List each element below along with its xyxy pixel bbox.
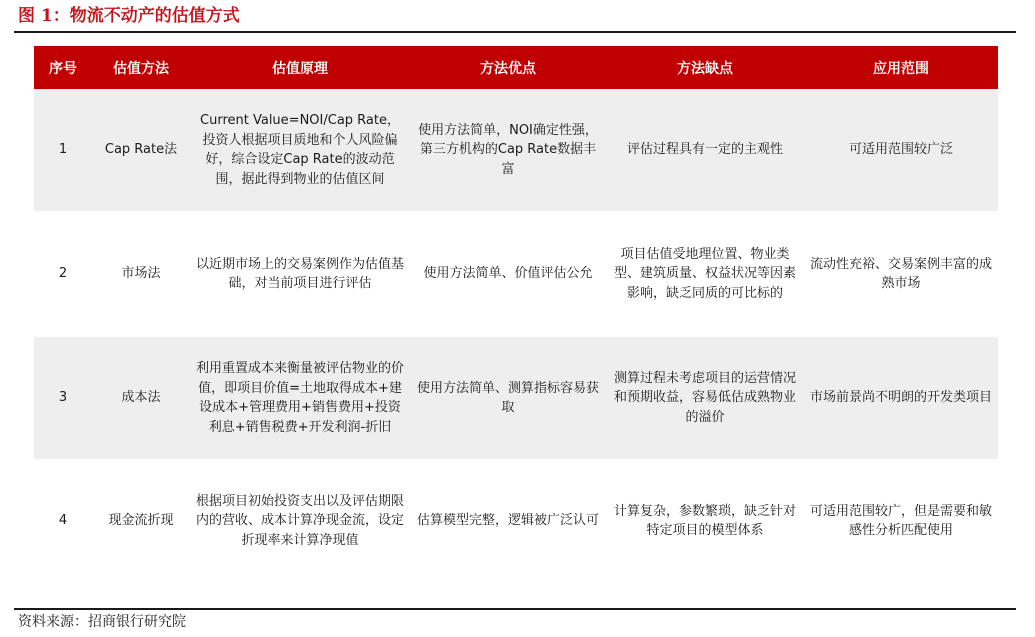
table-cell: 使用方法简单，NOI确定性强，第三方机构的Cap Rate数据丰富 (410, 89, 606, 211)
table-cell: 市场前景尚不明朗的开发类项目 (804, 337, 998, 459)
table-cell: 可适用范围较广泛 (804, 89, 998, 211)
header-cell: 估值方法 (92, 46, 190, 89)
table-cell: 项目估值受地理位置、物业类型、建筑质量、权益状况等因素影响，缺乏同质的可比标的 (613, 246, 796, 301)
table-cell: 使用方法简单、价值评估公允 (423, 266, 593, 282)
table-cell: Current Value=NOI/Cap Rate，投资人根据项目质地和个人风险偏好，综合设定Cap Rate的波动范围，据此得到物业的估值区间 (190, 89, 410, 211)
footer-divider (14, 608, 1016, 610)
table-cell: 根据项目初始投资支出以及评估期限内的营收、成本计算净现金流，设定折现率来计算净现值 (196, 493, 405, 548)
table-cell: 计算复杂，参数繁琐，缺乏针对特定项目的模型体系 (613, 503, 796, 538)
header-cell: 估值原理 (190, 46, 410, 89)
table-cell: 测算过程未考虑项目的运营情况和预期收益，容易低估成熟物业的溢价 (606, 337, 804, 459)
table-cell: 可适用范围较广，但是需要和敏感性分析匹配使用 (810, 503, 993, 538)
title-divider (14, 31, 1016, 33)
table-cell: 利用重置成本来衡量被评估物业的价值，即项目价值=土地取得成本+建设成本+管理费用+销售费用+投资利息+销售税费+开发利润-折旧 (190, 337, 410, 459)
figure-title: 图 1：物流不动产的估值方式 (18, 6, 240, 26)
table-cell: 2 (58, 266, 68, 282)
table-header-row (34, 46, 998, 89)
table-cell: 现金流折现 (108, 513, 174, 529)
header-cell: 方法缺点 (606, 46, 804, 89)
valuation-table (34, 46, 998, 583)
table-cell: 估算模型完整，逻辑被广泛认可 (416, 513, 599, 529)
table-cell: 评估过程具有一定的主观性 (606, 89, 804, 211)
table-row (34, 459, 998, 583)
header-cell: 应用范围 (804, 46, 998, 89)
table-row (34, 89, 998, 211)
header-cell: 序号 (34, 46, 92, 89)
table-cell: Cap Rate法 (92, 89, 190, 211)
table-cell: 以近期市场上的交易案例作为估值基础，对当前项目进行评估 (196, 256, 405, 291)
table-cell: 流动性充裕、交易案例丰富的成熟市场 (810, 256, 993, 291)
table-cell: 市场法 (121, 266, 161, 282)
table-row (34, 337, 998, 459)
table-cell: 3 (34, 337, 92, 459)
table-cell: 成本法 (92, 337, 190, 459)
header-cell: 方法优点 (410, 46, 606, 89)
table-cell: 4 (58, 513, 68, 529)
table-cell: 使用方法简单、测算指标容易获取 (410, 337, 606, 459)
source-note: 资料来源：招商银行研究院 (18, 614, 186, 630)
table-cell: 1 (34, 89, 92, 211)
table-row (34, 211, 998, 337)
